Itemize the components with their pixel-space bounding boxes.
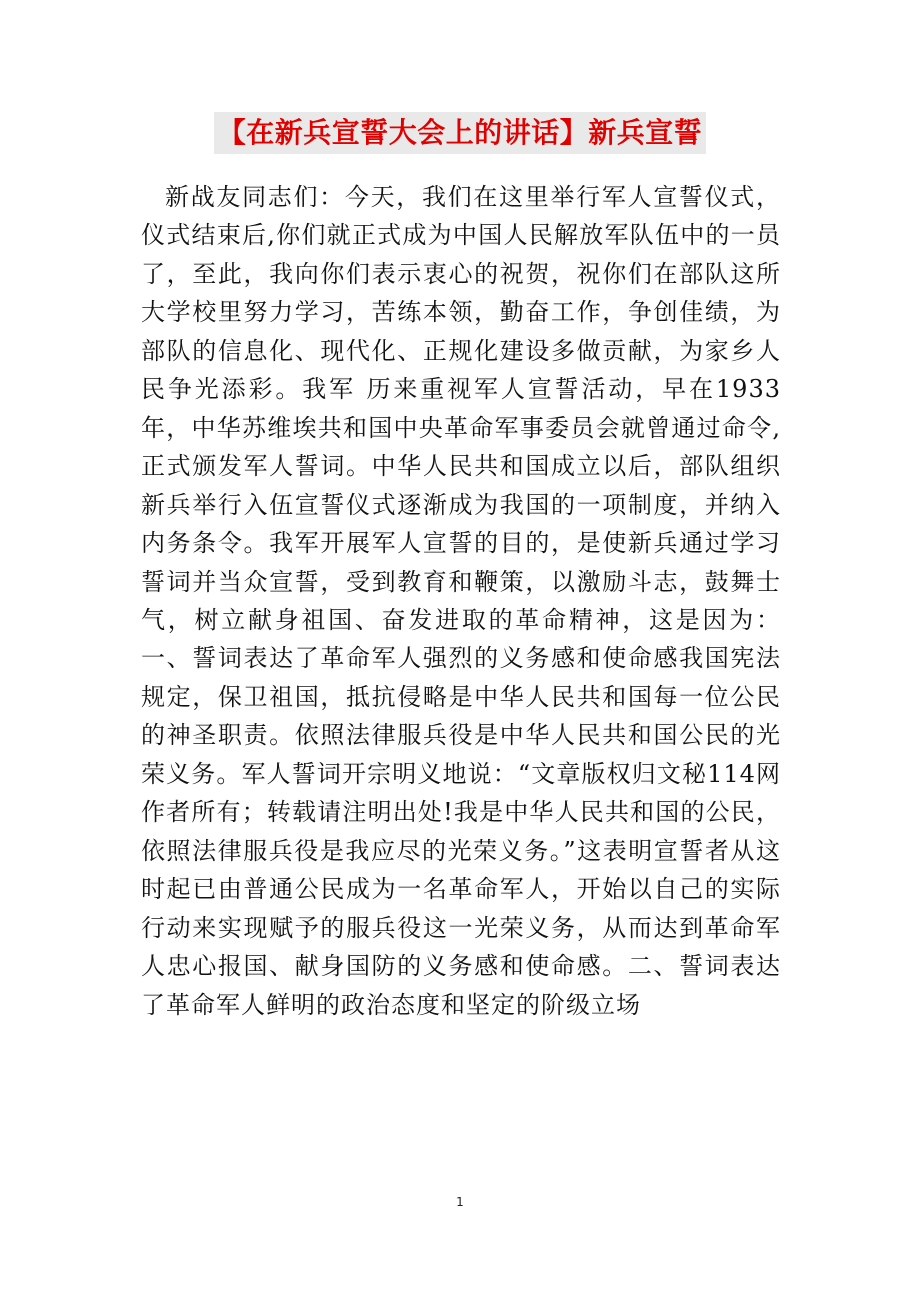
body-paragraph: 新战友同志们：今天，我们在这里举行军人宣誓仪式，仪式结束后,你们就正式成为中国人民解放军队伍中的一员了，至此，我向你们表示衷心的祝贺，祝你们在部队这所大学校里努力学习，苦练本领，勤奋工作，争创佳绩，为部队的信息化、现代化、正规化建设多做贡献，为家乡人民争光添彩。我军 历来重视军人宣誓活动，早在1933年，中华苏维埃共和国中央革命军事委员会就曾通过命令,正式颁发军人誓词。中华人民共和国成立以后，部队组织新兵举行入伍宣誓仪式逐渐成为我国的一项制度，并纳入内务条令。我军开展军人宣誓的目的，是使新兵通过学习誓词并当众宣誓，受到教育和鞭策，以激励斗志，鼓舞士气，树立献身祖国、奋发进取的革命精神，这是因为：一、誓词表达了革命军人强烈的义务感和使命感我国宪法规定，保卫祖国，抵抗侵略是中华人民共和国每一位公民的神圣职责。依照法律服兵役是中华人民共和国公民的光荣义务。军人誓词开宗明义地说：“文章版权归文秘114网作者所有；转载请注明出处!我是中华人民共和国的公民，依照法律服兵役是我应尽的光荣义务。”这表明宣誓者从这时起已由普通公民成为一名革命军人，开始以自己的实际行动来实现赋予的服兵役这一光荣义务，从而达到革命军人忠心报国、献身国防的义务感和使命感。二、誓词表达了革命军人鲜明的政治态度和坚定的阶级立场 [141,183,781,1019]
title-container [0,112,920,154]
page-title: 【在新兵宣誓大会上的讲话】新兵宣誓 [214,112,707,154]
page-number: 1 [456,1195,464,1209]
